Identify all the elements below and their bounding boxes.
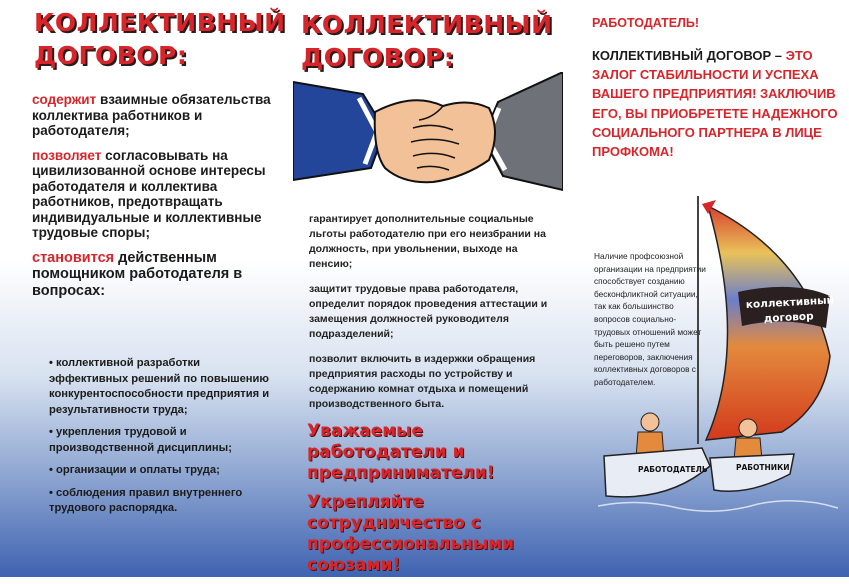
sail-label-line1: коллективный [745,294,835,311]
paragraph: гарантирует дополнительные социальные льготы работодателю при его неизбрании на должность, при увольнении, выходе на пенсию; [309,213,546,270]
left-body [32,92,277,308]
sail-label-line2: договор [763,310,814,325]
boat-label-workers: РАБОТНИКИ [736,463,790,472]
para-contains: содержит взаимные обязательства коллектива работников и работодателя; [32,92,271,138]
appeal-call: Укрепляйте сотрудничество с профессиональными союзами! [307,492,515,575]
bullet-list [49,356,274,524]
list-item: • коллективной разработки эффективных решений по повышению конкурентоспособности предприятия и результативности труда; [49,357,270,416]
middle-paragraphs [309,212,561,422]
list-item: • соблюдения правил внутреннего трудового распорядка. [49,486,243,514]
boat-label-employer: РАБОТОДАТЕЛЬ [638,465,708,474]
appeal-greeting: Уважаемые работодатели и предприниматели! [307,421,495,483]
para-allows: позволяет согласовывать на цивилизованной основе интересы работодателя и коллектива работников, предотвращать индивидуальные и коллективные трудовые споры; [32,147,266,240]
middle-title-line1: КОЛЛЕКТИВНЫЙ [301,10,553,39]
right-column [568,0,849,577]
slogan: КОЛЛЕКТИВНЫЙ ДОГОВОР – ЭТО ЗАЛОГ СТАБИЛЬНОСТИ И УСПЕХА ВАШЕГО ПРЕДПРИЯТИЯ! ЗАКЛЮЧИВ ЕГО, ВЫ ПРИОБРЕТЕТЕ НАДЕЖНОГО СОЦИАЛЬНОГО ПАРТНЕРА В ЛИЦЕ ПРОФКОМА! [592,48,838,160]
sail-paragraph: Наличие профсоюзной организации на предприятии способствует созданию бесконфликтной ситуации, так как большинство вопросов социально-трудовых отношений может быть решено путем переговоров, заключения коллективных договоров с работодателем. [594,251,706,387]
middle-title [301,8,553,74]
middle-column [285,0,568,577]
left-title-line1: КОЛЛЕКТИВНЫЙ [34,8,286,37]
para-becomes: становится действенным помощником работодателя в вопросах: [32,249,243,299]
left-title [34,6,286,72]
left-column [0,0,285,577]
list-item: • укрепления трудовой и производственной дисциплины; [49,426,232,454]
middle-title-line2: ДОГОВОР: [301,43,455,72]
paragraph: защитит трудовые права работодателя, определит порядок проведения аттестации и замещения должностей руководителя подразделений; [309,283,548,340]
paragraph: позволит включить в издержки обращения предприятия расходы по устройству и содержанию комнат отдыха и помещений производственного быта. [309,353,536,410]
employer-label: РАБОТОДАТЕЛЬ! [592,16,700,30]
handshake-illustration [293,72,563,198]
list-item: • организации и оплаты труда; [49,464,220,476]
appeal-block [307,421,557,584]
left-title-line2: ДОГОВОР: [34,41,188,70]
